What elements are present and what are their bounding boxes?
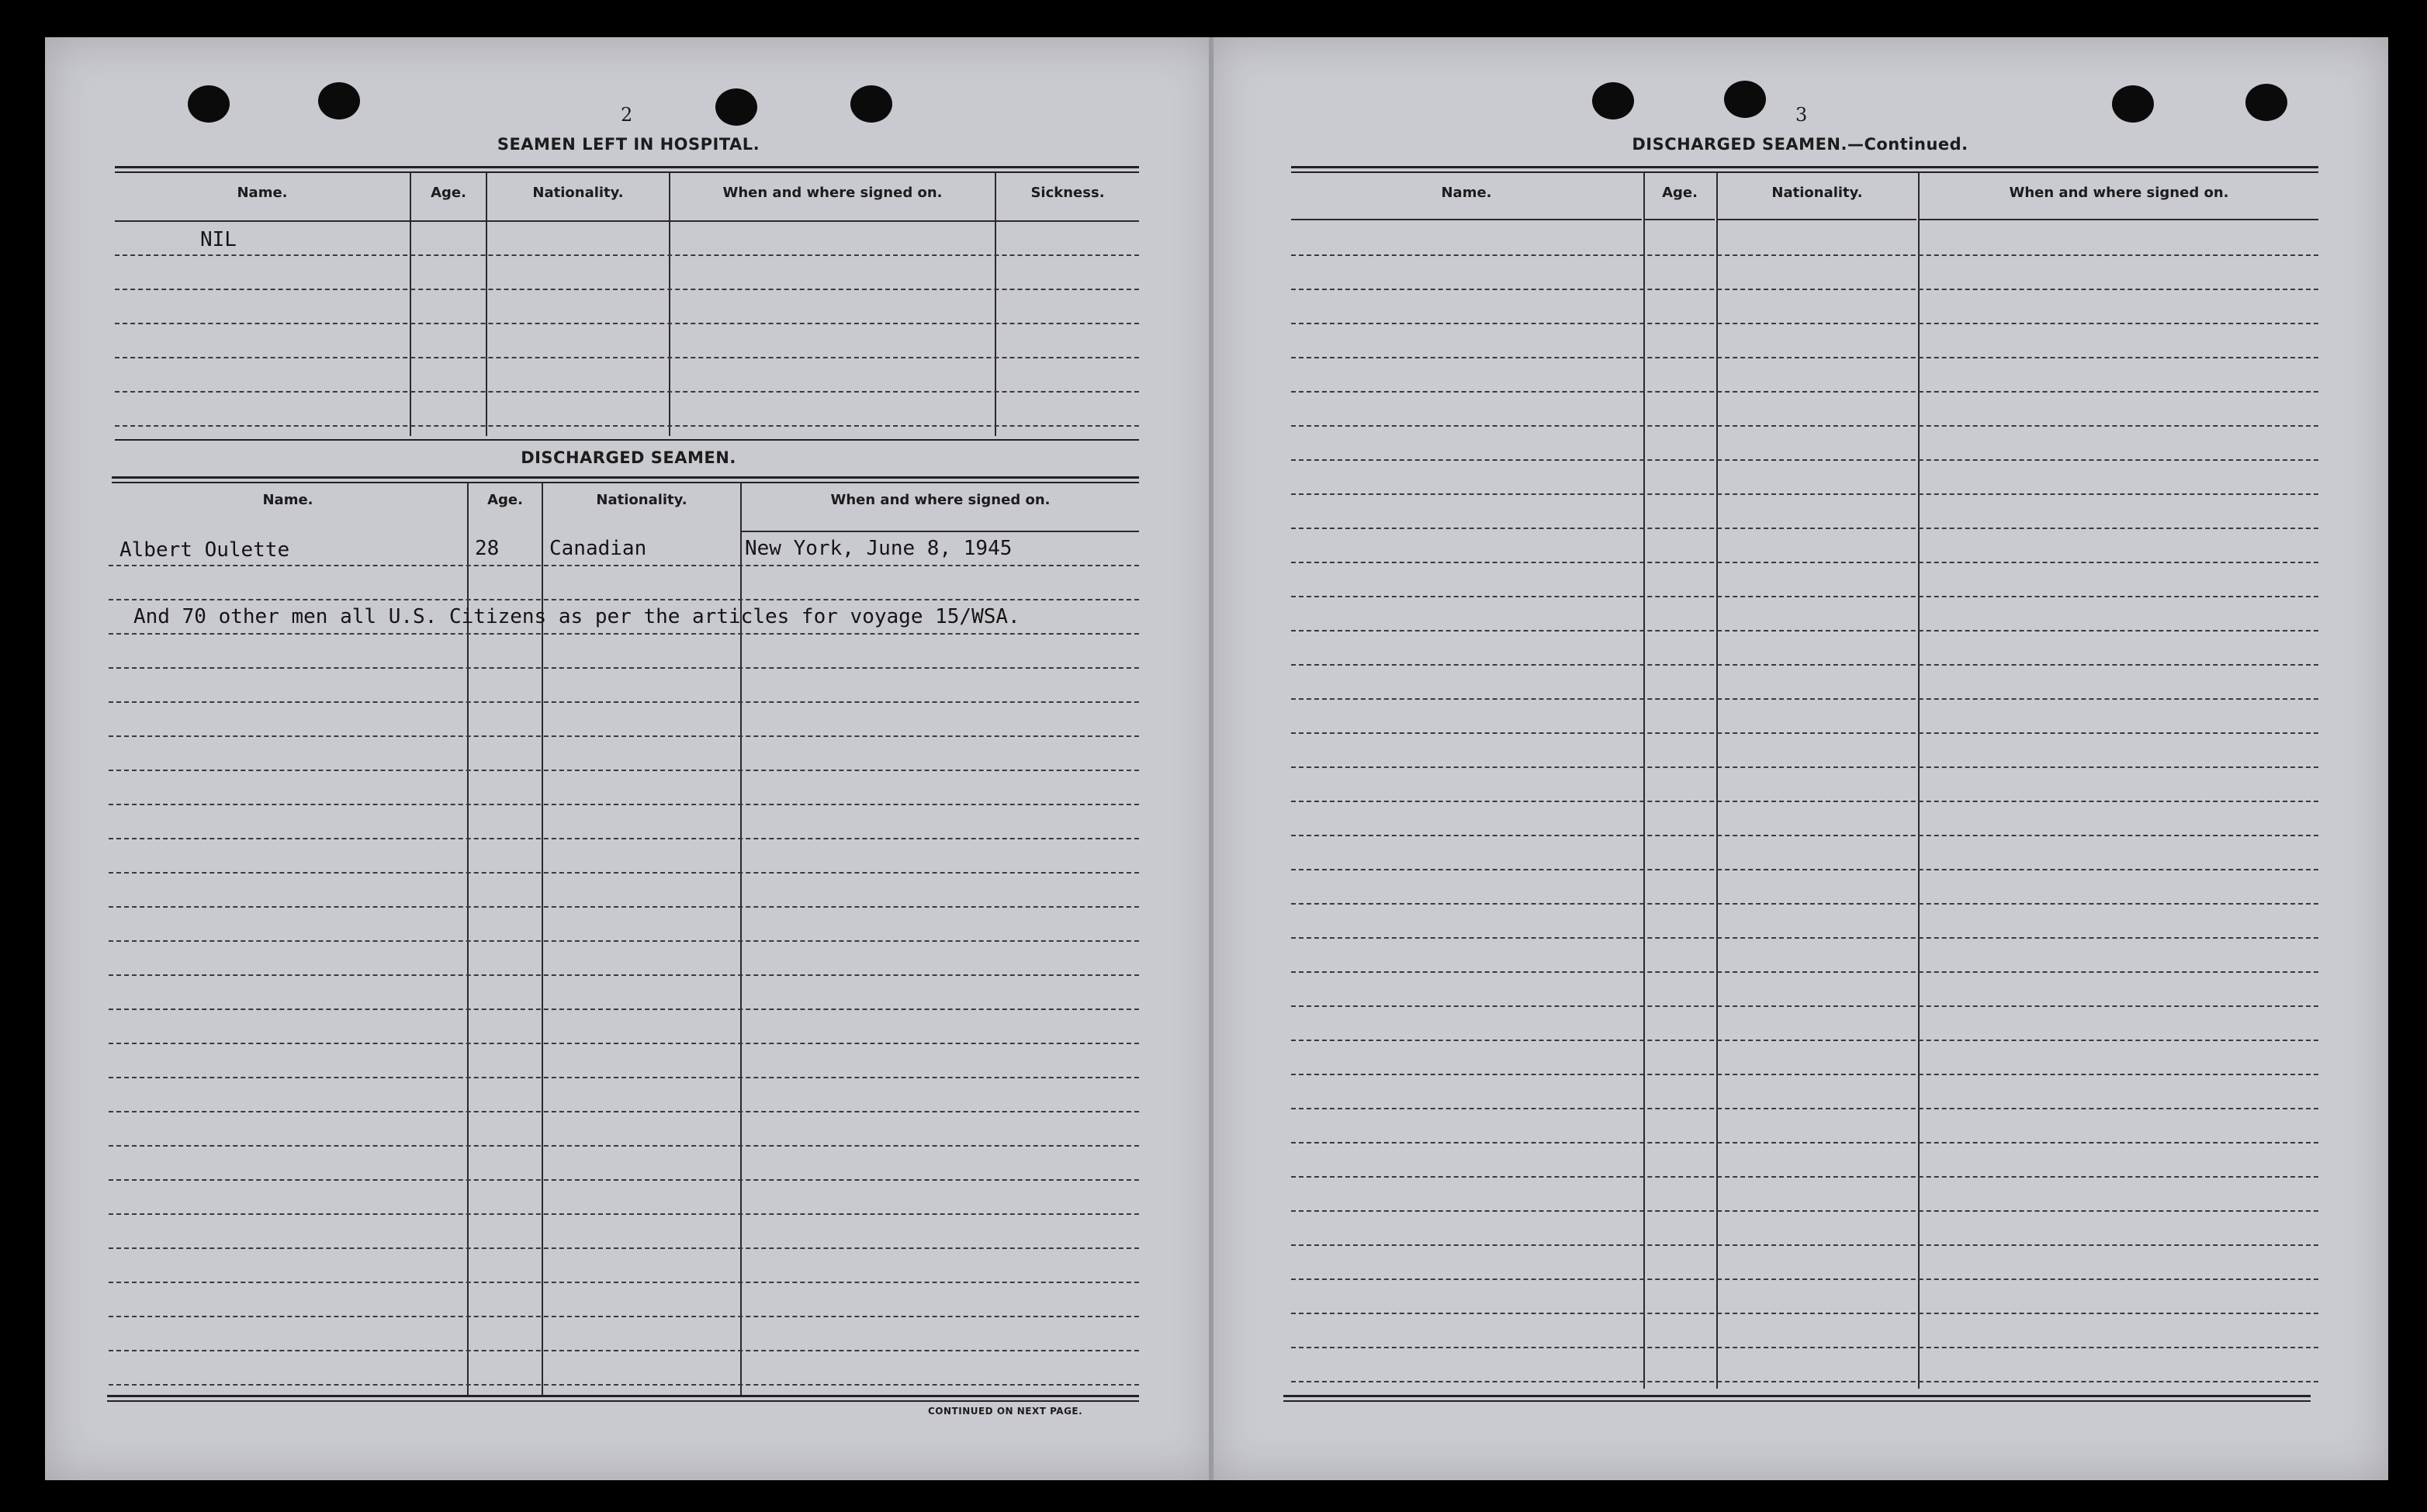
row-rule	[109, 1316, 1139, 1317]
right-title-main: DISCHARGED SEAMEN.	[1632, 135, 1847, 154]
row-rule	[109, 599, 1139, 600]
right-discharged-table	[1291, 172, 2318, 1392]
row-rule	[109, 1179, 1139, 1181]
row-rule	[115, 425, 1139, 427]
row-rule	[109, 1247, 1139, 1249]
row-rule	[115, 289, 1139, 290]
row-rule	[109, 872, 1139, 874]
seaman-age: 28	[475, 537, 500, 560]
hospital-table	[115, 172, 1139, 440]
hospital-top-rule	[115, 166, 1139, 168]
row-rule	[1291, 1142, 2318, 1144]
row-rule	[109, 1213, 1139, 1215]
row-rule	[1291, 835, 2318, 836]
row-rule	[109, 906, 1139, 908]
row-rule	[109, 735, 1139, 737]
row-rule	[109, 1111, 1139, 1112]
row-rule	[109, 940, 1139, 942]
row-rule	[1291, 971, 2318, 973]
row-rule	[1291, 1108, 2318, 1109]
right-bottom-rule	[1283, 1395, 2311, 1397]
row-rule	[1291, 1040, 2318, 1041]
row-rule	[109, 770, 1139, 771]
punch-hole	[188, 85, 230, 123]
row-rule	[1291, 391, 2318, 393]
row-rule	[115, 391, 1139, 393]
row-rule	[109, 1043, 1139, 1044]
row-rule	[109, 701, 1139, 703]
row-rule	[109, 1077, 1139, 1078]
punch-hole	[1592, 82, 1634, 119]
row-rule	[1291, 459, 2318, 461]
punch-hole	[715, 88, 757, 126]
row-rule	[1291, 528, 2318, 529]
row-rule	[109, 1009, 1139, 1010]
punch-hole	[850, 85, 892, 123]
row-rule	[115, 323, 1139, 324]
row-rule	[1291, 562, 2318, 563]
row-rule	[109, 804, 1139, 805]
row-rule	[1291, 766, 2318, 768]
discharged-bottom-rule	[107, 1395, 1139, 1397]
discharged-section-title: DISCHARGED SEAMEN.	[521, 448, 736, 467]
row-rule	[1291, 698, 2318, 700]
row-rule	[1291, 493, 2318, 495]
row-rule	[1291, 254, 2318, 256]
row-rule	[1291, 596, 2318, 597]
col-header-signed-on: When and where signed on.	[722, 185, 943, 201]
punch-hole	[2112, 85, 2154, 123]
row-rule	[1291, 1005, 2318, 1007]
seaman-nationality: Canadian	[549, 537, 647, 560]
row-rule	[1291, 1074, 2318, 1075]
hospital-rows	[115, 220, 1139, 438]
row-rule	[1291, 1210, 2318, 1212]
row-rule	[109, 565, 1139, 566]
right-top-rule	[1291, 166, 2318, 168]
row-rule	[1291, 1176, 2318, 1178]
discharged-rows	[109, 531, 1139, 1393]
right-title-suffix: —Continued.	[1847, 135, 1968, 154]
row-rule	[1291, 937, 2318, 939]
row-rule	[109, 974, 1139, 976]
row-rule	[109, 1282, 1139, 1283]
col-header-name: Name.	[1441, 185, 1492, 201]
row-rule	[109, 667, 1139, 669]
row-rule	[109, 1145, 1139, 1147]
row-rule	[1291, 664, 2318, 666]
discharged-note: And 70 other men all U.S. Citizens as per the articles for voyage 15/WSA.	[133, 605, 1020, 628]
row-rule	[109, 633, 1139, 635]
col-header-age: Age.	[1662, 185, 1698, 201]
row-rule	[1291, 1278, 2318, 1280]
row-rule	[1291, 289, 2318, 290]
row-rule	[1291, 1313, 2318, 1314]
row-rule	[1291, 1381, 2318, 1382]
page-number-left: 2	[621, 104, 634, 126]
discharged-top-rule	[112, 476, 1139, 479]
continued-note: CONTINUED ON NEXT PAGE.	[928, 1406, 1083, 1417]
col-header-nationality: Nationality.	[532, 185, 624, 201]
row-rule	[1291, 1347, 2318, 1348]
right-rows	[1291, 220, 2318, 1384]
col-header-name: Name.	[262, 492, 313, 508]
row-rule	[1291, 357, 2318, 358]
punch-hole	[1724, 81, 1766, 118]
row-rule	[1291, 425, 2318, 427]
col-header-signed-on: When and where signed on.	[2009, 185, 2229, 201]
col-header-nationality: Nationality.	[1771, 185, 1863, 201]
row-rule	[1291, 630, 2318, 631]
row-rule	[109, 1350, 1139, 1351]
punch-hole	[2245, 84, 2287, 121]
page-number-right: 3	[1795, 104, 1809, 126]
hospital-bottom-rule	[115, 439, 1139, 441]
hospital-entry: NIL	[200, 228, 237, 251]
punch-hole	[318, 82, 360, 119]
row-rule	[109, 838, 1139, 839]
col-header-sickness: Sickness.	[1030, 185, 1105, 201]
seaman-signed-on: New York, June 8, 1945	[745, 537, 1013, 560]
discharged-table	[109, 483, 1139, 1398]
row-rule	[109, 1384, 1139, 1386]
row-rule	[115, 254, 1139, 256]
row-rule	[1291, 903, 2318, 905]
col-header-age: Age.	[487, 492, 523, 508]
hospital-section-title: SEAMEN LEFT IN HOSPITAL.	[497, 135, 760, 154]
row-rule	[1291, 323, 2318, 324]
page-fold	[1209, 37, 1214, 1480]
row-rule	[115, 357, 1139, 358]
col-header-nationality: Nationality.	[596, 492, 687, 508]
col-header-signed-on: When and where signed on.	[830, 492, 1051, 508]
row-rule	[1291, 732, 2318, 734]
row-rule	[1291, 869, 2318, 870]
col-header-name: Name.	[237, 185, 288, 201]
col-header-age: Age.	[431, 185, 466, 201]
row-rule	[1291, 801, 2318, 802]
row-rule	[1291, 1244, 2318, 1246]
right-title	[1606, 135, 1994, 154]
seaman-name: Albert Oulette	[119, 538, 290, 562]
